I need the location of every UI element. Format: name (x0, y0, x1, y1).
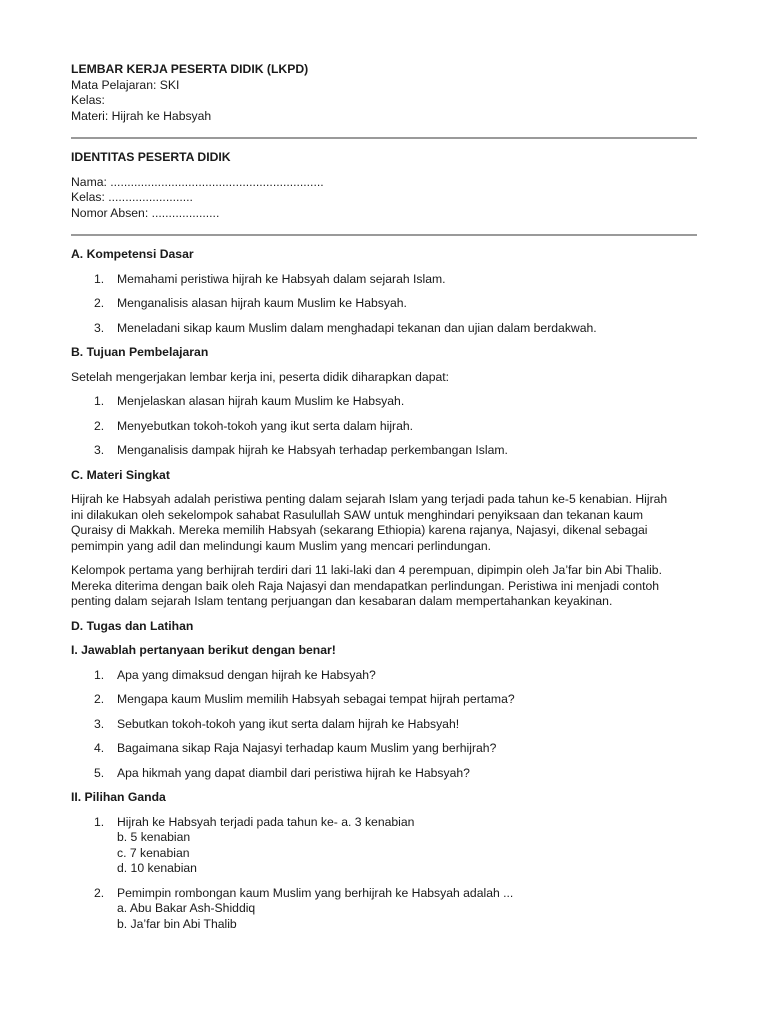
section-tugas (71, 619, 697, 933)
worksheet-header (71, 62, 697, 124)
question-item: 1. Hijrah ke Habsyah terjadi pada tahun ke- a. 3 kenabian b. 5 kenabian c. 7 kenabian d. 10 kenabian (71, 815, 697, 877)
paragraph: Kelompok pertama yang berhijrah terdiri dari 11 laki-laki dan 4 perempuan, dipimpin oleh Ja’far bin Abi Thalib. Mereka diterima dengan baik oleh Raja Najasyi dan mendapatkan perlindungan. Peristiwa ini menjadi contoh penting dalam sejarah Islam tentang perjuangan dan kesabaran dalam mempertahankan keyakinan. (71, 563, 662, 608)
answer-option: a. Abu Bakar Ash-Shiddiq (117, 901, 256, 915)
list-item: 2. Menganalisis alasan hijrah kaum Muslim ke Habsyah. (94, 296, 407, 310)
list-item: 3. Meneladani sikap kaum Muslim dalam menghadapi tekanan dan ujian dalam berdakwah. (94, 320, 597, 335)
section-intro: Setelah mengerjakan lembar kerja ini, peserta didik diharapkan dapat: (71, 369, 450, 384)
class-line: Kelas: (71, 93, 105, 107)
worksheet-title: LEMBAR KERJA PESERTA DIDIK (LKPD) (71, 62, 309, 76)
section-kompetensi (71, 247, 697, 336)
identity-section (71, 150, 697, 221)
list-item: 1. Menjelaskan alasan hijrah kaum Muslim ke Habsyah. (94, 394, 405, 408)
multiple-choice-list (71, 815, 697, 933)
worksheet-content (71, 62, 697, 932)
question-item: 5. Apa hikmah yang dapat diambil dari peristiwa hijrah ke Habsyah? (94, 765, 470, 780)
question-item: 3. Sebutkan tokoh-tokoh yang ikut serta dalam hijrah ke Habsyah! (94, 716, 460, 731)
class-field: Kelas: ......................... (71, 190, 193, 204)
essay-question-list (71, 668, 697, 782)
question-text: Hijrah ke Habsyah terjadi pada tahun ke- a. 3 kenabian (117, 814, 415, 829)
list-item: 2. Menyebutkan tokoh-tokoh yang ikut serta dalam hijrah. (94, 418, 414, 433)
answer-option: d. 10 kenabian (117, 861, 197, 875)
section-title: C. Materi Singkat (71, 467, 170, 482)
list-item: 3. Menganalisis dampak hijrah ke Habsyah terhadap perkembangan Islam. (94, 443, 508, 457)
question-text: Pemimpin rombongan kaum Muslim yang berhijrah ke Habsyah adalah ... (117, 885, 514, 900)
section-title: B. Tujuan Pembelajaran (71, 345, 209, 359)
divider (71, 234, 697, 236)
section-title: A. Kompetensi Dasar (71, 247, 194, 261)
kompetensi-list (71, 272, 697, 337)
question-item: 2. Pemimpin rombongan kaum Muslim yang berhijrah ke Habsyah adalah ... a. Abu Bakar Ash-Shiddiq b. Ja’far bin Abi Thalib (71, 886, 697, 933)
section-title: D. Tugas dan Latihan (71, 618, 194, 633)
section-materi (71, 468, 697, 610)
question-item: 1. Apa yang dimaksud dengan hijrah ke Habsyah? (94, 667, 376, 682)
question-item: 2. Mengapa kaum Muslim memilih Habsyah sebagai tempat hijrah pertama? (94, 692, 515, 706)
question-item: 4. Bagaimana sikap Raja Najasyi terhadap kaum Muslim yang berhijrah? (94, 741, 497, 755)
name-field: Nama: ............................................................... (71, 174, 324, 189)
answer-option: b. 5 kenabian (117, 830, 191, 844)
essay-title: I. Jawablah pertanyaan berikut dengan benar! (71, 643, 336, 657)
section-tujuan (71, 345, 697, 459)
topic-line: Materi: Hijrah ke Habsyah (71, 108, 212, 123)
list-item: 1. Memahami peristiwa hijrah ke Habsyah dalam sejarah Islam. (94, 271, 446, 286)
divider (71, 137, 697, 139)
subject-line: Mata Pelajaran: SKI (71, 77, 180, 92)
paragraph: Hijrah ke Habsyah adalah peristiwa penting dalam sejarah Islam yang terjadi pada tahun ke-5 kenabian. Hijrah ini dilakukan oleh sekelompok sahabat Rasulullah SAW untuk menghindari penyiksaan dan tekanan kaum Quraisy di Makkah. Mereka memilih Habsyah (sekarang Ethiopia) karena rajanya, Najasyi, dikenal sebagai pemimpin yang adil dan melindungi kaum Muslim yang mencari perlindungan. (71, 492, 668, 553)
answer-option: c. 7 kenabian (117, 845, 190, 860)
multiple-choice-title: II. Pilihan Ganda (71, 790, 166, 804)
absence-number-field: Nomor Absen: .................... (71, 205, 220, 220)
tujuan-list (71, 394, 697, 459)
answer-option: b. Ja’far bin Abi Thalib (117, 916, 237, 931)
identity-title: IDENTITAS PESERTA DIDIK (71, 150, 231, 164)
